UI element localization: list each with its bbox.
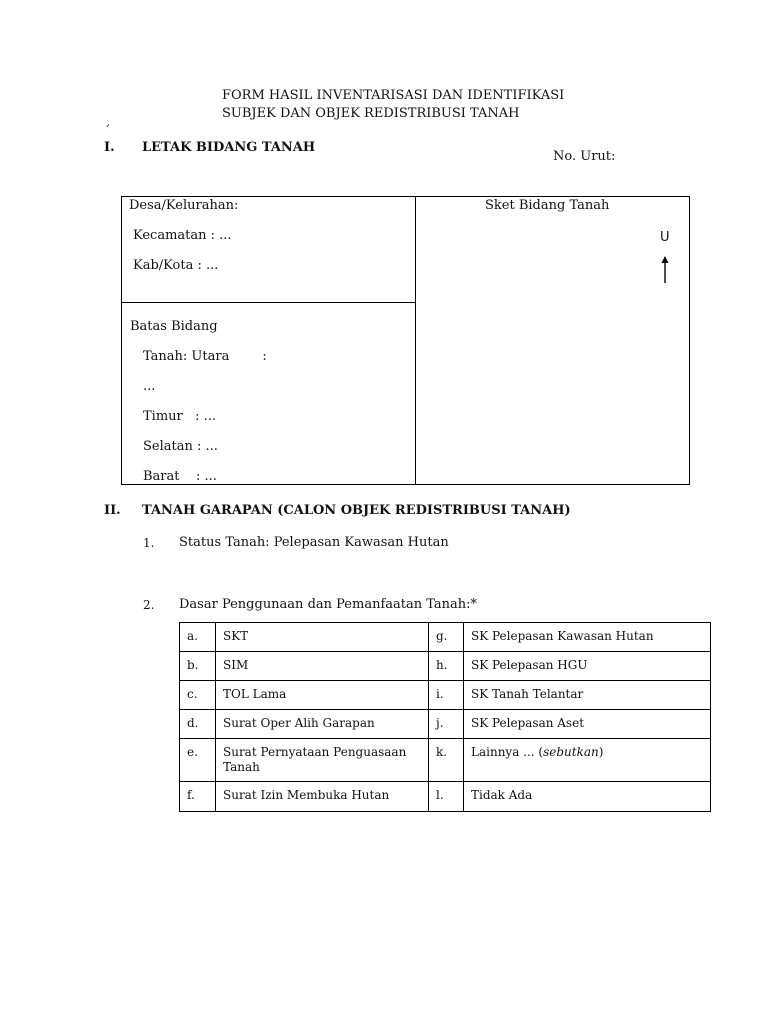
batas-bidang-label: Batas Bidang bbox=[130, 319, 218, 334]
option-letter: f. bbox=[180, 782, 216, 812]
section2-title: TANAH GARAPAN (CALON OBJEK REDISTRIBUSI TANAH) bbox=[142, 503, 571, 518]
option-letter: j. bbox=[429, 710, 464, 739]
item2-number: 2. bbox=[143, 598, 155, 612]
option-text: Surat Izin Membuka Hutan bbox=[216, 782, 429, 812]
batas-utara-label: Tanah: Utara : bbox=[143, 349, 267, 364]
location-box-divider bbox=[415, 196, 416, 485]
section1-numeral: I. bbox=[104, 140, 115, 155]
option-letter: i. bbox=[429, 681, 464, 710]
north-label: U bbox=[660, 230, 670, 245]
option-letter: k. bbox=[429, 739, 464, 782]
option-letter: d. bbox=[180, 710, 216, 739]
batas-selatan-label: Selatan : ... bbox=[143, 439, 218, 454]
batas-barat-label: Barat : ... bbox=[143, 469, 217, 484]
sebutkan-text: sebutkan bbox=[543, 745, 599, 759]
table-row bbox=[180, 739, 711, 782]
section1-title: LETAK BIDANG TANAH bbox=[142, 140, 316, 155]
option-text: SKT bbox=[216, 623, 429, 652]
table-row bbox=[180, 710, 711, 739]
status-tanah-text: Status Tanah: Pelepasan Kawasan Hutan bbox=[179, 535, 449, 550]
table-row bbox=[180, 681, 711, 710]
batas-utara-value: ... bbox=[143, 379, 156, 394]
option-text: TOL Lama bbox=[216, 681, 429, 710]
north-arrow-icon bbox=[660, 256, 670, 284]
option-text: SIM bbox=[216, 652, 429, 681]
option-letter: g. bbox=[429, 623, 464, 652]
table-row bbox=[180, 782, 711, 812]
option-text: SK Pelepasan HGU bbox=[464, 652, 711, 681]
option-letter: h. bbox=[429, 652, 464, 681]
desa-kelurahan-label: Desa/Kelurahan: bbox=[129, 198, 239, 213]
sketch-title: Sket Bidang Tanah bbox=[485, 198, 610, 213]
table-row bbox=[180, 652, 711, 681]
option-text: Surat Pernyataan Penguasaan Tanah bbox=[216, 739, 429, 782]
option-letter: a. bbox=[180, 623, 216, 652]
option-letter: l. bbox=[429, 782, 464, 812]
option-letter: e. bbox=[180, 739, 216, 782]
dasar-penggunaan-text: Dasar Penggunaan dan Pemanfaatan Tanah:* bbox=[179, 597, 478, 612]
lainnya-close: ) bbox=[598, 745, 604, 759]
location-box-hdivider bbox=[121, 302, 416, 303]
option-letter: b. bbox=[180, 652, 216, 681]
table-row bbox=[180, 623, 711, 652]
lainnya-text: Lainnya ... ( bbox=[471, 745, 544, 759]
option-text: SK Pelepasan Kawasan Hutan bbox=[464, 623, 711, 652]
section2-numeral: II. bbox=[104, 503, 121, 518]
no-urut-label: No. Urut: bbox=[553, 149, 616, 164]
batas-timur-label: Timur : ... bbox=[143, 409, 217, 424]
option-text: Surat Oper Alih Garapan bbox=[216, 710, 429, 739]
option-text: Tidak Ada bbox=[464, 782, 711, 812]
kabkota-label: Kab/Kota : ... bbox=[133, 258, 219, 273]
option-text: SK Tanah Telantar bbox=[464, 681, 711, 710]
form-title-line1: FORM HASIL INVENTARISASI DAN IDENTIFIKASI bbox=[222, 88, 565, 103]
form-title-line2: SUBJEK DAN OBJEK REDISTRIBUSI TANAH bbox=[222, 106, 520, 121]
item1-number: 1. bbox=[143, 536, 155, 550]
option-text: SK Pelepasan Aset bbox=[464, 710, 711, 739]
option-letter: c. bbox=[180, 681, 216, 710]
kecamatan-label: Kecamatan : ... bbox=[133, 228, 232, 243]
stray-mark: ˊ bbox=[104, 124, 111, 139]
options-table bbox=[179, 622, 711, 812]
option-text-lainnya bbox=[464, 739, 711, 782]
